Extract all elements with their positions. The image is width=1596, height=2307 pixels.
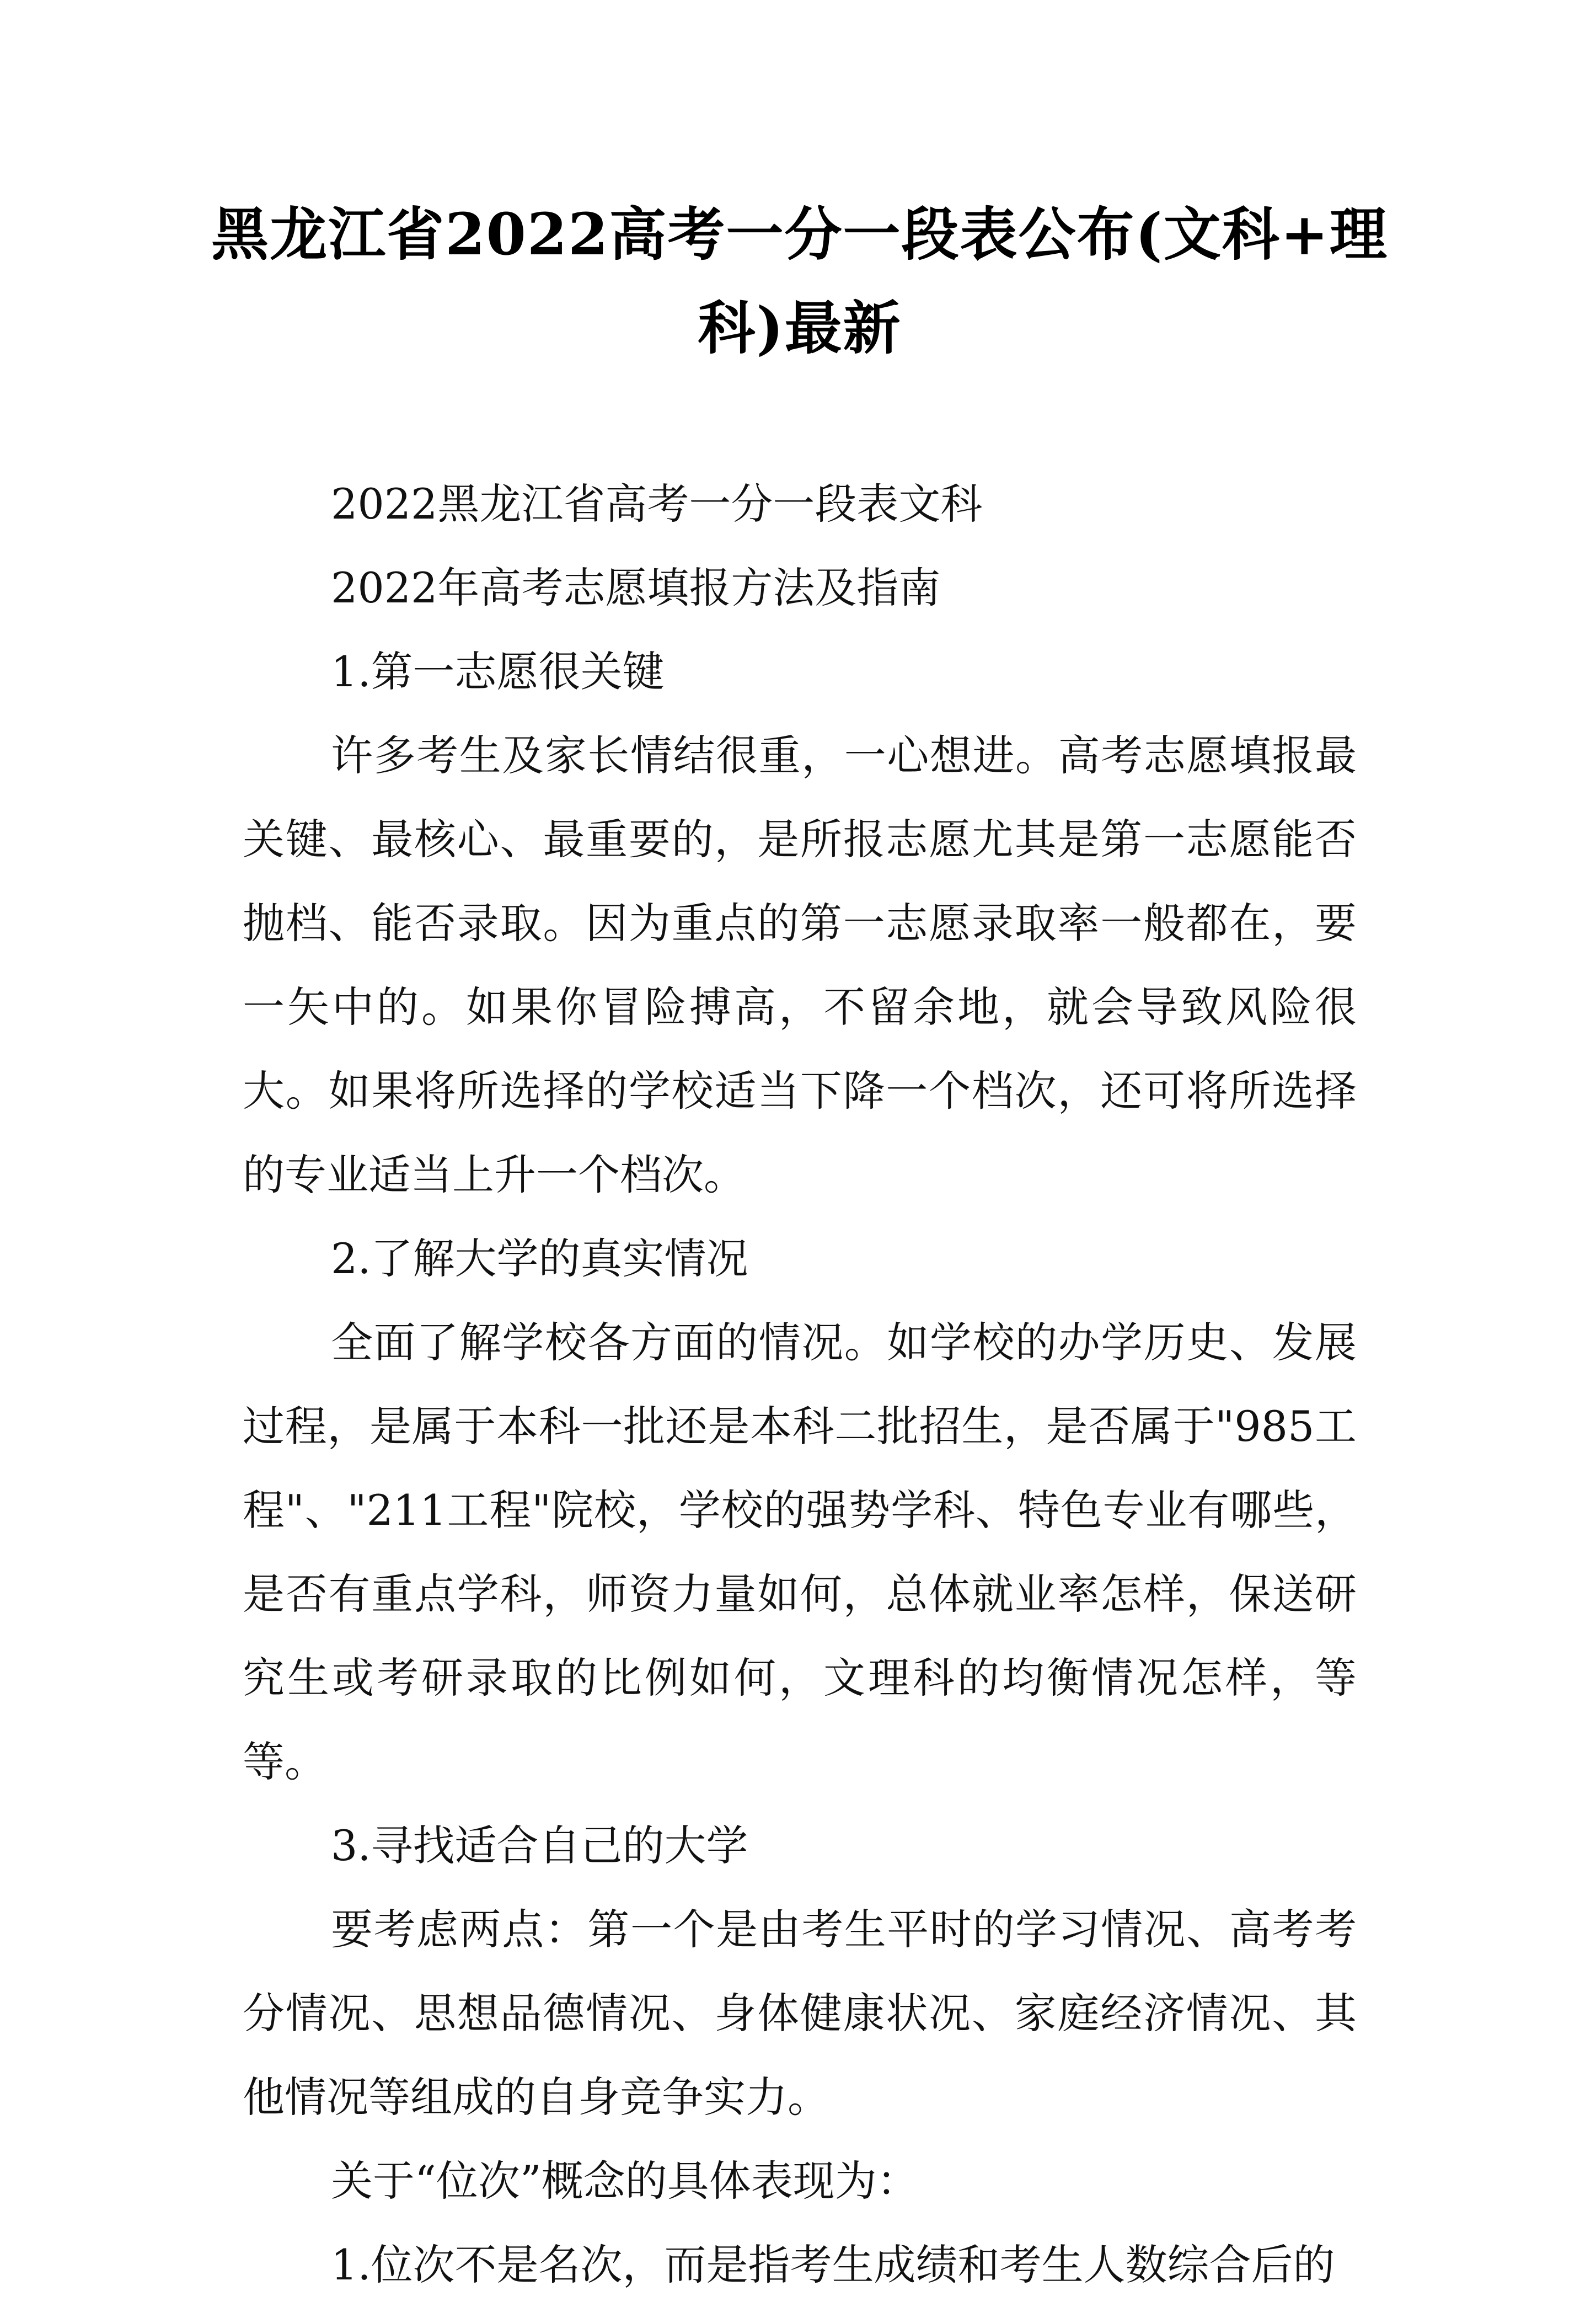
paragraph-subtitle-arts-table: 2022黑龙江省高考一分一段表文科 bbox=[331, 479, 983, 528]
paragraph-university-info: 全面了解学校各方面的情况。如学校的办学历史、发展过程，是属于本科一批还是本科二批招生，是否属于"985工程"、"211工程"院校，学校的强势学科、特色专业有哪些，是否有重点学科，师资力量如何，总体就业率怎样，保送研究生或考研录取的比例如何，文理科的均衡情况怎样，等等。 bbox=[243, 1318, 1357, 1786]
section-heading-2: 2.了解大学的真实情况 bbox=[331, 1234, 748, 1283]
paragraph-rank-concept: 关于“位次”概念的具体表现为： bbox=[331, 2156, 919, 2205]
page-title: 黑龙江省2022高考一分一段表公布(文科+理科)最新 bbox=[211, 200, 1388, 362]
section-heading-1: 1.第一志愿很关键 bbox=[331, 647, 665, 696]
paragraph-subtitle-guide: 2022年高考志愿填报方法及指南 bbox=[331, 563, 941, 612]
paragraph-first-choice: 许多考生及家长情结很重，一心想进。高考志愿填报最关键、最核心、最重要的，是所报志愿尤其是第一志愿能否抛档、能否录取。因为重点的第一志愿录取率一般都在，要一矢中的。如果你冒险搏高，不留余地，就会导致风险很大。如果将所选择的学校适当下降一个档次，还可将所选择的专业适当上升一个档次。 bbox=[243, 731, 1357, 1199]
paragraph-rank-item-1: 1.位次不是名次，而是指考生成绩和考生人数综合后的 bbox=[331, 2240, 1335, 2289]
section-heading-3: 3.寻找适合自己的大学 bbox=[331, 1821, 748, 1870]
document-body bbox=[243, 462, 1357, 2307]
paragraph-two-points: 要考虑两点：第一个是由考生平时的学习情况、高考考分情况、思想品德情况、身体健康状况、家庭经济情况、其他情况等组成的自身竞争实力。 bbox=[243, 1905, 1357, 2122]
